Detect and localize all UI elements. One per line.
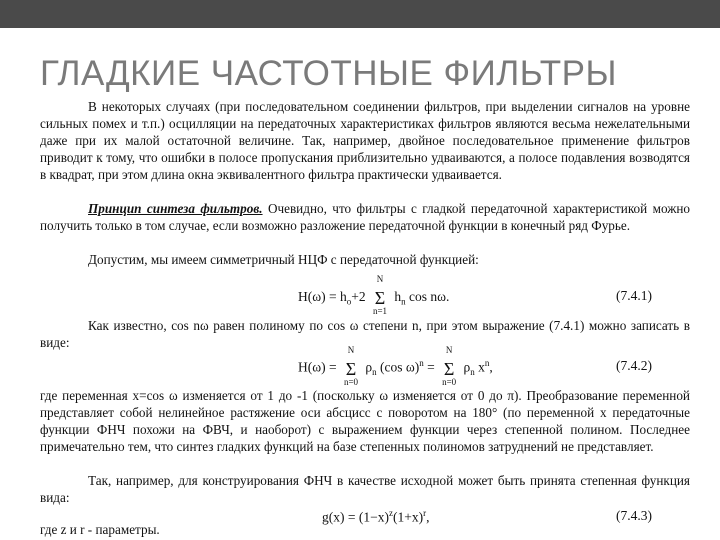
paragraph-variable-text: где переменная x=cos ω изменяется от 1 до -1 (поскольку ω изменяется от 0 до π). Преобразование переменной представляет собой нелинейное растяжение оси абсцисс с поворотом на 180° (по переменной x передаточные функции ФНЧ похожи на ФВЧ, и наоборот) с выражением функции через степенной полином. Последнее примечательно тем, что синтез гладких функций на базе степенных полиномов затруднений не представляет. bbox=[40, 388, 690, 454]
equation-7-4-1-body: $H(\omega) = h_o+2$ Σ N n=1 $h_n$ cos nω. bbox=[298, 274, 450, 316]
summation-sign: Σ N n=0 bbox=[343, 344, 359, 387]
paragraph-assume bbox=[40, 251, 690, 268]
paragraph-variable bbox=[40, 387, 690, 455]
paragraph-assume-text: Допустим, мы имеем симметричный НЦФ с передаточной функцией: bbox=[88, 252, 479, 267]
summation-sign: Σ N n=1 bbox=[372, 274, 388, 316]
principle-text: Очевидно, что фильтры с гладкой передаточной характеристикой можно получить только в том случае, если возможно разложение передаточной функции в конечный ряд Фурье. bbox=[40, 201, 690, 233]
equation-7-4-2-body: H(ω) = Σ N n=0 $\rho_n$ (cos ω)$^n$ = Σ N n=0 $\rho_n$ $x^n$, bbox=[298, 344, 493, 387]
summation-sign: Σ N n=0 bbox=[442, 344, 457, 387]
paragraph-params: где z и r - параметры. bbox=[40, 522, 160, 537]
paragraph-intro-text: В некоторых случаях (при последовательном соединении фильтров, при выделении сигналов на уровне сильных помех и т.п.) осцилляции на передаточных характеристиках фильтров являются весьма нежелательными даже при их малой остаточной величине. Так, например, двойное последовательное применение фильтров приводит к тому, что ошибки в полосе пропускания приблизительно удваиваются, а полосе подавления возводятся в квадрат, при этом длина окна эквивалентного фильтра практически удваивается. bbox=[40, 99, 690, 182]
equation-number: (7.4.1) bbox=[616, 288, 652, 303]
equation-7-4-3-body: $g(x) = (1-x)^z(1+x)^r$, bbox=[322, 508, 430, 525]
paragraph-principle bbox=[40, 200, 690, 234]
paragraph-cos-text: Как известно, cos nω равен полиному по cos ω степени n, при этом выражение (7.4.1) можно записать в виде: bbox=[40, 318, 690, 350]
equation-7-4-2 bbox=[40, 344, 690, 388]
equation-number: (7.4.3) bbox=[616, 508, 652, 523]
principle-heading: Принцип синтеза фильтров. bbox=[88, 201, 263, 216]
paragraph-intro bbox=[40, 98, 690, 183]
paragraph-example-text: Так, например, для конструирования ФНЧ в качестве исходной может быть принята степенная функция вида: bbox=[40, 473, 690, 505]
equation-number: (7.4.2) bbox=[616, 358, 652, 373]
scanned-page bbox=[40, 98, 690, 540]
slide-top-band bbox=[0, 0, 720, 28]
equation-7-4-1 bbox=[40, 274, 690, 318]
paragraph-cos bbox=[40, 317, 690, 351]
slide-title: ГЛАДКИЕ ЧАСТОТНЫЕ ФИЛЬТРЫ bbox=[40, 54, 617, 93]
